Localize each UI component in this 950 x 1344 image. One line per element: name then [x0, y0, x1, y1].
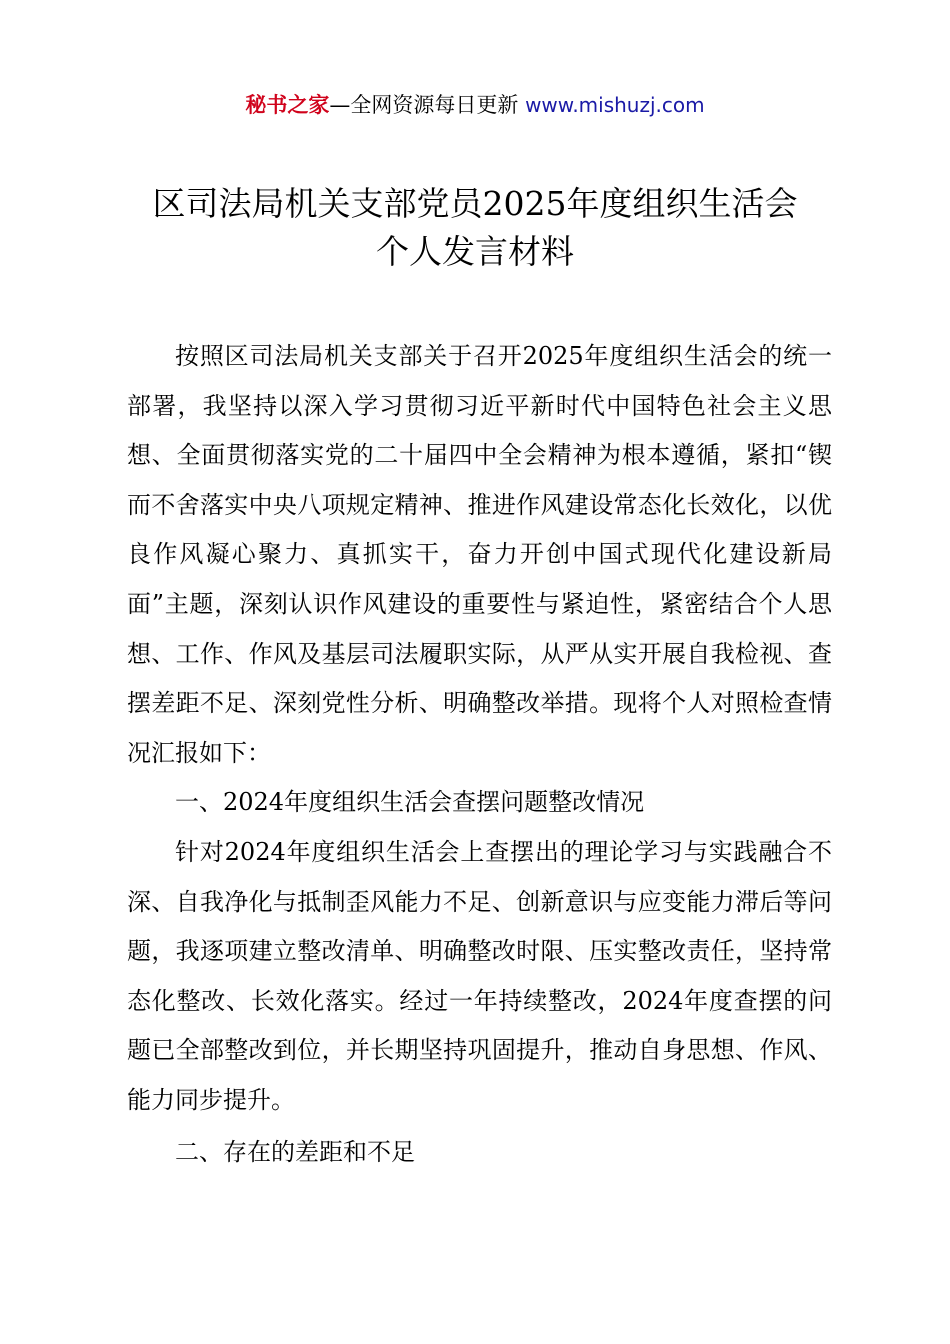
document-body	[127, 332, 832, 1177]
title-line-1: 区司法局机关支部党员2025年度组织生活会	[152, 184, 798, 223]
site-url-link[interactable]: www.mishuzj.com	[525, 93, 705, 117]
document-title	[0, 180, 950, 276]
site-tagline: —全网资源每日更新	[329, 93, 519, 117]
title-line-2: 个人发言材料	[376, 232, 574, 271]
section-heading-2: 二、存在的差距和不足	[175, 1137, 415, 1166]
section-heading-1: 一、2024年度组织生活会查摆问题整改情况	[175, 788, 645, 817]
site-banner	[0, 88, 950, 122]
section-1-paragraph: 针对2024年度组织生活会上查摆出的理论学习与实践融合不深、自我净化与抵制歪风能力不足、创新意识与应变能力滞后等问题，我逐项建立整改清单、明确整改时限、压实整改责任，坚持常态化整改、长效化落实。经过一年持续整改，2024年度查摆的问题已全部整改到位，并长期坚持巩固提升，推动自身思想、作风、能力同步提升。	[127, 837, 832, 1114]
intro-paragraph: 按照区司法局机关支部关于召开2025年度组织生活会的统一部署，我坚持以深入学习贯彻习近平新时代中国特色社会主义思想、全面贯彻落实党的二十届四中全会精神为根本遵循，紧扣“锲而不舍落实中央八项规定精神、推进作风建设常态化长效化，以优良作风凝心聚力、真抓实干，奋力开创中国式现代化建设新局面”主题，深刻认识作风建设的重要性与紧迫性，紧密结合个人思想、工作、作风及基层司法履职实际，从严从实开展自我检视、查摆差距不足、深刻党性分析、明确整改举措。现将个人对照检查情况汇报如下：	[127, 342, 832, 767]
site-brand: 秘书之家	[245, 93, 330, 117]
